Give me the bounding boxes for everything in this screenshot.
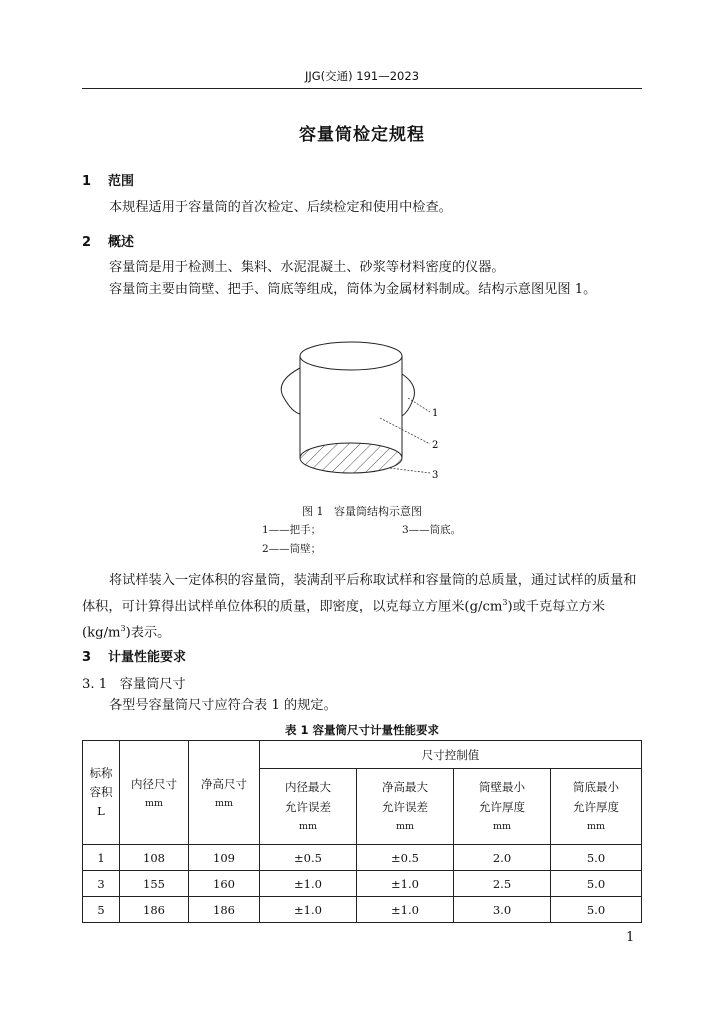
header-text: 净高尺寸	[201, 777, 247, 791]
header-text: 允许厚度	[479, 799, 525, 814]
header-unit: mm	[144, 798, 164, 809]
table-cell: 2.0	[454, 845, 551, 871]
method-text-a: 将试样装入一定体积的容量筒，装满刮平后称取试样和容量筒的总质量，通过试样的质量和体积，可计算得出试样单位体积的质量，即密度，以克每立方厘米(g/cm	[82, 573, 637, 615]
running-header: JJG(交通) 191—2023	[304, 69, 420, 83]
section-1-heading	[82, 170, 134, 189]
table-cell: 3.0	[454, 897, 551, 923]
section-number: 3	[82, 650, 92, 665]
table-cell: ±1.0	[260, 871, 357, 897]
container-structure-figure	[270, 330, 450, 490]
header-text: 允许厚度	[573, 799, 619, 814]
overview-paragraph-1: 容量筒是用于检测土、集料、水泥混凝土、砂浆等材料密度的仪器。	[109, 260, 505, 275]
header-nominal-volume	[83, 741, 120, 845]
header-text: 容积	[89, 785, 113, 799]
legend-item: 1——把手；	[262, 524, 322, 536]
header-text: L	[97, 804, 105, 818]
method-text-c: )表示。	[125, 625, 171, 641]
callout-2: 2	[432, 440, 439, 451]
superscript: 3	[120, 624, 126, 634]
page-number: 1	[626, 930, 635, 945]
cylinder-bottom	[300, 443, 402, 473]
table-cell: 5	[83, 897, 120, 923]
section-3-heading	[82, 646, 186, 665]
header-net-height	[189, 741, 260, 845]
header-text: 筒底最小	[573, 779, 619, 794]
method-paragraph	[82, 570, 642, 645]
table-cell: ±1.0	[260, 897, 357, 923]
section-title: 概述	[108, 235, 135, 250]
table-title: 表 1 容量筒尺寸计量性能要求	[284, 723, 439, 737]
leader-line-1	[408, 398, 430, 412]
table-cell: 5.0	[551, 845, 642, 871]
header-text: 筒壁最小	[479, 779, 525, 794]
table-cell: 155	[120, 871, 189, 897]
table-cell: 109	[189, 845, 260, 871]
table-cell: ±0.5	[357, 845, 454, 871]
left-handle	[281, 368, 300, 414]
table-cell: 160	[189, 871, 260, 897]
header-unit: mm	[214, 798, 234, 809]
header-unit: mm	[586, 820, 606, 832]
table-cell: 2.5	[454, 871, 551, 897]
header-text: 允许误差	[285, 799, 331, 814]
header-unit: mm	[395, 820, 415, 832]
figure-caption	[0, 503, 724, 519]
table-cell: ±0.5	[260, 845, 357, 871]
header-text: 内径最大	[285, 779, 331, 794]
subsection-title: 容量筒尺寸	[119, 677, 186, 692]
subheader-inner-diameter-error	[260, 769, 357, 845]
header-unit: mm	[298, 820, 318, 832]
leader-line-3	[390, 468, 430, 473]
table-cell: ±1.0	[357, 871, 454, 897]
scope-paragraph: 本规程适用于容量筒的首次检定、后续检定和使用中检查。	[109, 200, 452, 215]
table-cell: 186	[120, 897, 189, 923]
document-title: 容量筒检定规程	[299, 125, 425, 145]
spec-table	[82, 740, 642, 923]
subheader-net-height-error	[357, 769, 454, 845]
subheader-wall-thickness	[454, 769, 551, 845]
figure-title: 容量筒结构示意图	[334, 505, 422, 518]
table-cell: 186	[189, 897, 260, 923]
cylinder-top	[300, 342, 402, 370]
header-text: 标称	[89, 766, 113, 780]
section-2-heading	[82, 231, 134, 250]
leader-line-2	[380, 418, 430, 444]
section-title: 计量性能要求	[108, 650, 187, 665]
table-row	[83, 845, 642, 871]
header-text: 净高最大	[382, 779, 428, 794]
section-title: 范围	[108, 174, 135, 189]
legend-item: 2——筒壁；	[262, 543, 322, 555]
figure-number: 图 1	[302, 505, 324, 518]
right-handle	[402, 374, 414, 416]
legend-item: 3——筒底。	[402, 524, 462, 536]
header-inner-diameter	[120, 741, 189, 845]
superscript: 3	[502, 598, 508, 607]
table-cell: ±1.0	[357, 897, 454, 923]
overview-paragraph-2: 容量筒主要由筒壁、把手、筒底等组成，筒体为金属材料制成。结构示意图见图 1。	[109, 282, 597, 297]
header-dimension-control: 尺寸控制值	[260, 741, 642, 769]
table-cell: 108	[120, 845, 189, 871]
header-text: 允许误差	[382, 799, 428, 814]
table-cell: 5.0	[551, 871, 642, 897]
table-row	[83, 897, 642, 923]
header-rule	[82, 88, 642, 89]
section-number: 2	[82, 235, 92, 250]
method-text-b: )或千克每立方米(kg/m	[82, 599, 605, 641]
subheader-bottom-thickness	[551, 769, 642, 845]
callout-3: 3	[432, 470, 439, 481]
section-number: 1	[82, 174, 92, 189]
callout-1: 1	[432, 408, 439, 419]
header-text: 内径尺寸	[131, 777, 177, 791]
subsection-3-1-heading	[82, 674, 642, 696]
table-cell: 5.0	[551, 897, 642, 923]
table-cell: 1	[83, 845, 120, 871]
subsection-number: 3. 1	[82, 677, 108, 692]
requirement-paragraph: 各型号容量筒尺寸应符合表 1 的规定。	[109, 698, 337, 713]
header-unit: mm	[492, 820, 512, 832]
table-row	[83, 871, 642, 897]
table-cell: 3	[83, 871, 120, 897]
